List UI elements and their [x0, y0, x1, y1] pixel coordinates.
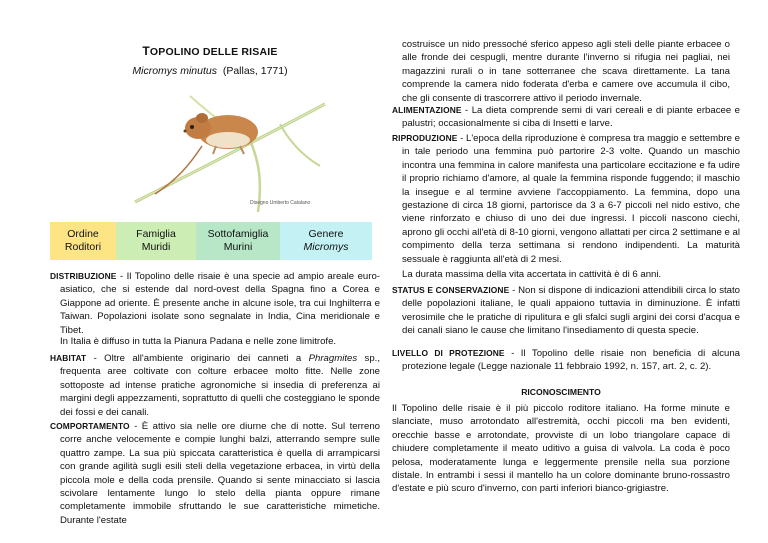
- section-distribuzione: DISTRIBUZIONE - Il Topolino delle risaie è una specie ad ampio areale euro-asiatico, che si estende dal nord-ovest della Spagna fino a Corea e Giappone ad oriente. È presente anche in alcune isole, tra cui Inghilterra e Taiwan. Popolazioni isolate sono segnalate in India, Cina meridionale e Tibet.: [50, 271, 380, 336]
- taxonomy-order: Ordine Roditori: [50, 222, 116, 260]
- section-riconoscimento: Il Topolino delle risaie è il più piccolo roditore italiano. Ha forme minute e slanciate, muso arrotondato all'estremità, occhi piccoli ma ben evidenti, orecchie basse e arrotondate, provviste di un lobo triangolare capace di chiudere completamente il meato uditivo a guisa di valvola. La coda è poco pelosa, moderatamente lunga e leggermente prensile nella sua porzione distale. In entrambi i sessi il mantello ha un colore dominante bruno-rossastro d'estate e più scuro d'inverno, con parti inferiori bianco-grigiastre.: [392, 403, 730, 495]
- taxonomy-family: Famiglia Muridi: [116, 222, 196, 260]
- taxonomy-table: [50, 222, 372, 260]
- section-habitat: HABITAT - Oltre all'ambiente originario dei canneti a Phragmites sp., frequenta aree coltivate con colture erbacee molto fitte. Nelle zone sottoposte ad intense pratiche agronomiche si insedia di preferenza ai margini degli appezzamenti, soprattutto di quelli che costeggiano le sponde dei fossi e dei canali.: [50, 353, 380, 418]
- scientific-name: Micromys minutus: [132, 65, 217, 77]
- section-riproduzione: RIPRODUZIONE - L'epoca della riproduzione è compresa tra maggio e settembre e in tale periodo una femmina può partorire 2-3 volte. Quando un maschio incontra una femmina in calore manifesta una particolare eccitazione e fa udire il proprio richiamo d'amore, al quale la femmina risponde fuggendo; il maschio la insegue e al termine avviene l'accoppiamento. La femmina, dopo una gestazione di circa 18 giorni, partorisce da 3 a 6-7 piccoli nel nido estivo, che viene rinforzato e chiuso di uno dei due ingressi. I piccoli nascono ciechi, aprono gli occhi all'età di 8-10 giorni, vengono allattati per circa 2 settimane e al compimento della terza settimana si rendono indipendenti. La maturità sessuale è raggiunta all'età di 2 mesi.: [392, 133, 740, 265]
- comportamento-continued: costruisce un nido pressoché sferico appeso agli steli delle piante erbacee o alle fronde dei cespugli, mentre durante l'inverno si rifugia nei pagliai, nei magazzini rurali o in tane sotterranee che scava direttamente. La tana comprende la camera nido foderata d'erba e camere ove accumula il cibo, che gli consente di trascorrere attivo il periodo invernale.: [402, 39, 730, 104]
- species-name: [50, 65, 370, 77]
- section-durata: La durata massima della vita accertata in cattività è di 6 anni.: [402, 269, 662, 280]
- species-author: (Pallas, 1771): [222, 65, 288, 77]
- section-livello-protezione: LIVELLO DI PROTEZIONE - Il Topolino delle risaie non beneficia di alcuna protezione legale (Legge nazionale 11 febbraio 1992, n. 157, art. 2, c. 2).: [392, 348, 741, 373]
- page-title: TOPOLINO DELLE RISAIE: [142, 44, 278, 58]
- section-alimentazione: ALIMENTAZIONE - La dieta comprende semi di vari cereali e di piante erbacee e palustri; occasionalmente si ciba di Insetti e larve.: [392, 105, 740, 130]
- riconoscimento-heading: RICONOSCIMENTO: [521, 387, 601, 397]
- taxonomy-genus: Genere Micromys: [280, 222, 372, 260]
- section-comportamento: COMPORTAMENTO - È attivo sia nelle ore diurne che di notte. Sul terreno corre anche velocemente e compie lunghi balzi, atterrando sempre sulle quattro zampe. La sua più spiccata caratteristica è quella di arrampicarsi con grande agilità sugli esili steli della vegetazione erbacea, in virtù della piccola mole e della coda prensile. Quando si sente minacciato si lascia scivolare lentamente lungo lo stelo della pianta oppure rimane completamente immobile sfruttando le sue caratteristiche mimetiche. Durante l'estate: [50, 421, 380, 526]
- section-status: STATUS E CONSERVAZIONE - Non si dispone di indicazioni attendibili circa lo stato delle popolazioni italiane, le quali appaiono tuttavia in diminuzione. È infatti verosimile che le pratiche di ripulitura e gli sfalci sugli argini dei corsi d'acqua e dei canali siano le cause che limitano l'insediamento di questa specie.: [392, 285, 740, 337]
- section-italia: In Italia è diffuso in tutta la Pianura Padana e nelle zone limitrofe.: [60, 336, 337, 347]
- harvest-mouse-drawing-icon: [130, 84, 330, 212]
- taxonomy-subfamily: Sottofamiglia Murini: [196, 222, 280, 260]
- illustration-credit: Disegno Umberto Catalano: [250, 200, 311, 206]
